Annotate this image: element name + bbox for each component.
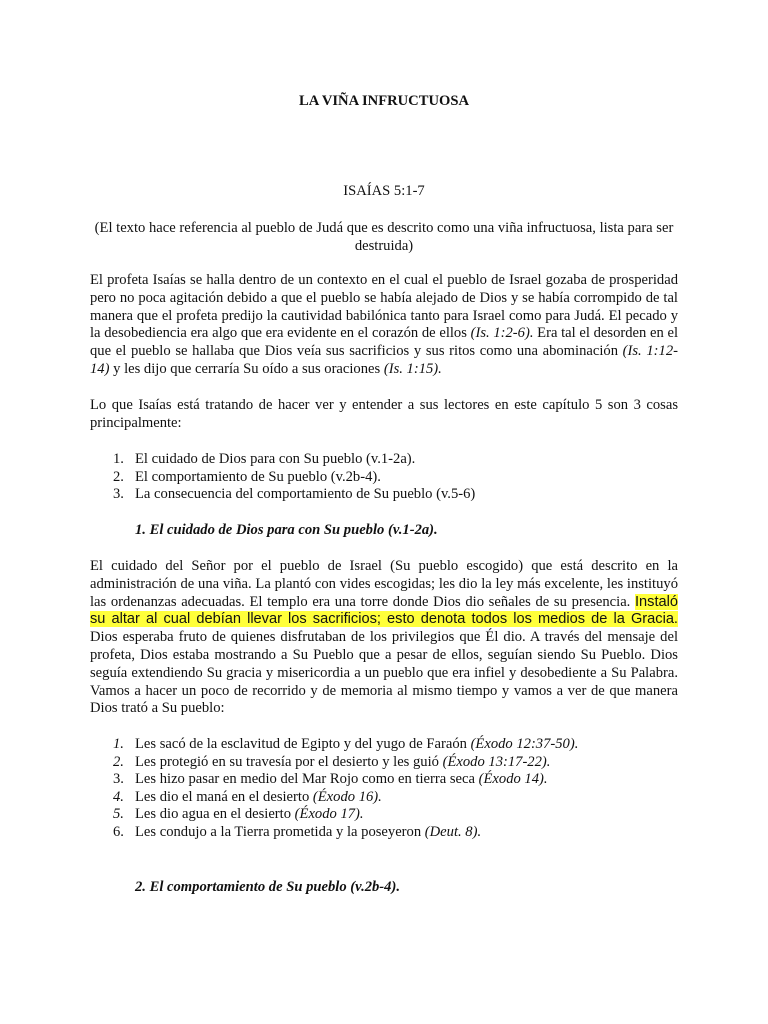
scripture-reference: ISAÍAS 5:1-7 xyxy=(343,183,425,199)
paragraph-context xyxy=(90,272,678,379)
list-item: 6. Les condujo a la Tierra prometida y la poseyeron (Deut. 8). xyxy=(113,823,482,840)
list-item: 1. Les sacó de la esclavitud de Egipto y del yugo de Faraón (Éxodo 12:37-50). xyxy=(113,736,579,752)
intro-note: (El texto hace referencia al pueblo de Judá que es descrito como una viña infructuosa, lista para ser destruida) xyxy=(94,220,674,254)
section-heading-1: 1. El cuidado de Dios para con Su pueblo (v.1-2a). xyxy=(135,522,438,538)
bible-reference: (Is. 1:2-6). xyxy=(470,325,534,342)
acts-list xyxy=(113,736,578,842)
highlighted-text: Instaló su altar al cual debían llevar los sacrificios; esto denota todos los medios de la Gracia. xyxy=(90,593,678,628)
list-item: 1. El cuidado de Dios para con Su pueblo (v.1-2a). xyxy=(113,451,416,467)
list-item: 3. Les hizo pasar en medio del Mar Rojo como en tierra seca (Éxodo 14). xyxy=(113,771,548,788)
bible-reference: (Is. 1:15). xyxy=(383,360,442,377)
paragraph-text: Era tal el desorden en el que el pueblo se hallaba que Dios veía sus sacrificios y sus ritos como una abominación xyxy=(90,325,679,360)
paragraph-text: Dios esperaba fruto de quienes disfrutaban de los privilegios que Él dio. A través del mensaje del profeta, Dios estaba mostrando a Su Pueblo que a pesar de ellos, seguían siendo Su Pueblo. Dios seguía extendiendo Su gracia y misericordia a un pueblo que era infiel y desobediente a Su Palabra. Vamos a hacer un poco de recorrido y de memoria al mismo tiempo y vamos a ver de que manera Dios trató a Su pueblo: xyxy=(90,629,678,717)
list-item: 2. Les protegió en su travesía por el desierto y les guió (Éxodo 13:17-22). xyxy=(113,753,551,770)
list-item: 3. La consecuencia del comportamiento de Su pueblo (v.5-6) xyxy=(113,486,476,503)
section-heading-2: 2. El comportamiento de Su pueblo (v.2b-4). xyxy=(135,879,400,895)
list-item: 5. Les dio agua en el desierto (Éxodo 17). xyxy=(113,806,364,823)
paragraph-summary: Lo que Isaías está tratando de hacer ver y entender a sus lectores en este capítulo 5 son 3 cosas principalmente: xyxy=(90,397,678,431)
paragraph-text: El cuidado del Señor por el pueblo de Israel (Su pueblo escogido) que está descrito en la administración de una viña. La plantó con vides escogidas; les dio la ley más excelente, les instituyó las ordenanzas adecuadas. El templo era una torre donde Dios dio señales de su presencia. xyxy=(90,558,678,610)
main-points-list xyxy=(113,451,475,504)
document-title: LA VIÑA INFRUCTUOSA xyxy=(298,93,470,109)
paragraph-text: y les dijo que cerraría Su oído a sus oraciones xyxy=(109,360,384,377)
paragraph-text: El profeta Isaías se halla dentro de un contexto en el cual el pueblo de Israel gozaba de prosperidad pero no poca agitación debido a que el pueblo se había alejado de Dios y se había corrompido de tal manera que el profeta predijo la cautividad babilónica tanto para Israel como para Judá. El pecado y la desobediencia era algo que era evidente en el corazón de ellos xyxy=(90,272,678,342)
bible-reference: (Is. 1:12-14) xyxy=(90,343,678,377)
paragraph-care xyxy=(90,558,678,718)
list-item: 2. El comportamiento de Su pueblo (v.2b-4). xyxy=(113,468,381,485)
list-item: 4. Les dio el maná en el desierto (Éxodo 16). xyxy=(113,788,382,805)
